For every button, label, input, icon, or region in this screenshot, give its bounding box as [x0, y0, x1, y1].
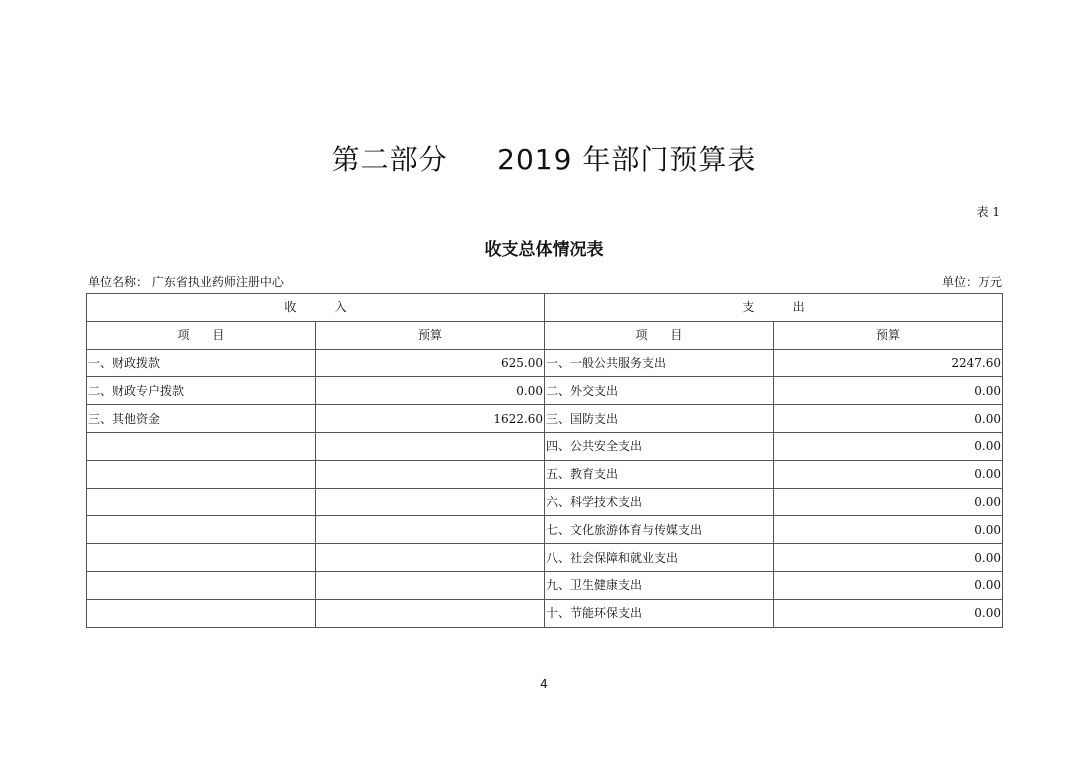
income-header: 收 入 — [87, 294, 545, 322]
table-row — [87, 488, 1003, 516]
expense-item-cell: 二、外交支出 — [545, 377, 774, 405]
income-amount-cell — [316, 544, 545, 572]
page-title: 第二部分 2019 年部门预算表 — [331, 143, 757, 176]
expense-item-cell: 七、文化旅游体育与传媒支出 — [545, 516, 774, 544]
page-number: 4 — [540, 677, 548, 691]
expense-item-cell: 一、一般公共服务支出 — [545, 349, 774, 377]
expense-amount-cell: 0.00 — [774, 460, 1003, 488]
unit-name: 单位名称： 广东省执业药师注册中心 — [88, 275, 284, 289]
income-item-cell — [87, 544, 316, 572]
income-amount-cell — [316, 432, 545, 460]
budget-summary-table — [86, 293, 1003, 628]
income-amount-cell — [316, 460, 545, 488]
table-row — [87, 544, 1003, 572]
expense-amount-cell: 0.00 — [774, 571, 1003, 599]
income-item-cell: 二、财政专户拨款 — [87, 377, 316, 405]
expense-item-cell: 三、国防支出 — [545, 405, 774, 433]
expense-item-cell: 十、节能环保支出 — [545, 599, 774, 627]
table-row — [87, 349, 1003, 377]
table-row — [87, 405, 1003, 433]
expense-item-cell: 六、科学技术支出 — [545, 488, 774, 516]
expense-item-cell: 八、社会保障和就业支出 — [545, 544, 774, 572]
income-item-cell: 三、其他资金 — [87, 405, 316, 433]
table-title: 收支总体情况表 — [484, 240, 604, 260]
expense-amount-cell: 0.00 — [774, 516, 1003, 544]
table-row — [87, 571, 1003, 599]
expense-item-cell: 五、教育支出 — [545, 460, 774, 488]
section-header-row — [87, 294, 1003, 322]
income-item-cell — [87, 599, 316, 627]
income-item-cell — [87, 488, 316, 516]
expense-amount-cell: 0.00 — [774, 544, 1003, 572]
income-amount-cell — [316, 488, 545, 516]
income-item-header: 项 目 — [87, 321, 316, 349]
expense-amount-cell: 0.00 — [774, 488, 1003, 516]
table-row — [87, 377, 1003, 405]
income-amount-cell — [316, 599, 545, 627]
expense-amount-cell: 0.00 — [774, 405, 1003, 433]
expense-item-cell: 四、公共安全支出 — [545, 432, 774, 460]
expense-amount-cell: 0.00 — [774, 599, 1003, 627]
income-amount-cell — [316, 516, 545, 544]
income-budget-header: 预算 — [316, 321, 545, 349]
income-item-cell — [87, 460, 316, 488]
expense-header: 支 出 — [545, 294, 1003, 322]
income-amount-cell — [316, 571, 545, 599]
income-amount-cell: 625.00 — [316, 349, 545, 377]
income-item-cell: 一、财政拨款 — [87, 349, 316, 377]
expense-amount-cell: 0.00 — [774, 377, 1003, 405]
income-item-cell — [87, 571, 316, 599]
income-amount-cell: 1622.60 — [316, 405, 545, 433]
table-row — [87, 460, 1003, 488]
table-number: 表 1 — [976, 205, 1000, 219]
budget-table-body — [87, 294, 1003, 628]
expense-item-cell: 九、卫生健康支出 — [545, 571, 774, 599]
income-amount-cell: 0.00 — [316, 377, 545, 405]
table-row — [87, 516, 1003, 544]
expense-item-header: 项 目 — [545, 321, 774, 349]
expense-amount-cell: 0.00 — [774, 432, 1003, 460]
expense-amount-cell: 2247.60 — [774, 349, 1003, 377]
expense-budget-header: 预算 — [774, 321, 1003, 349]
column-header-row — [87, 321, 1003, 349]
table-row — [87, 599, 1003, 627]
income-item-cell — [87, 432, 316, 460]
table-row — [87, 432, 1003, 460]
currency-unit: 单位：万元 — [941, 275, 1002, 289]
income-item-cell — [87, 516, 316, 544]
